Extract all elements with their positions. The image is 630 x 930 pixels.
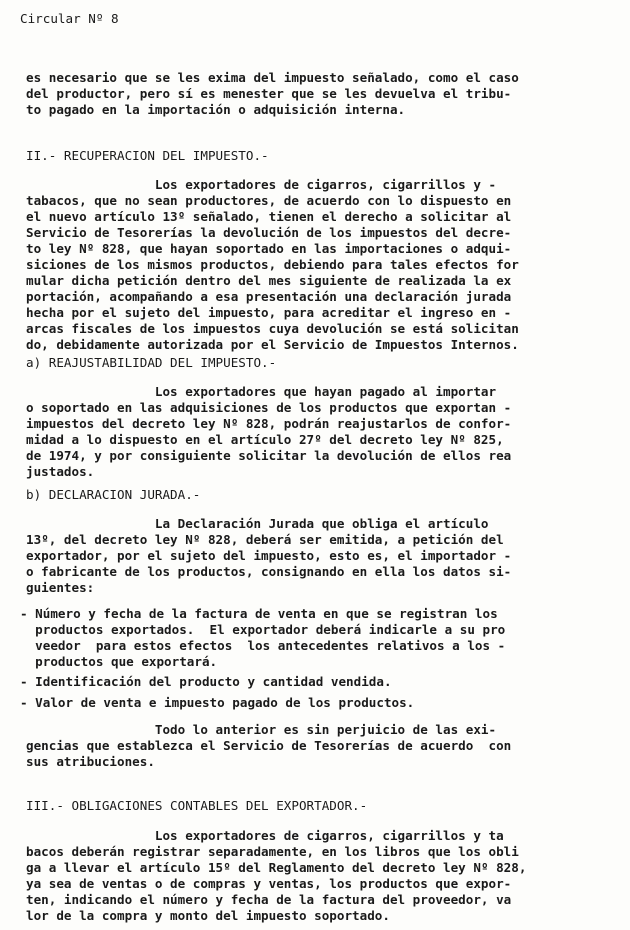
sub-b-line: exportador, por el sujeto del impuesto, esto es, el importador - bbox=[26, 548, 512, 563]
section-2-line: arcas fiscales de los impuestos cuya devolución se está solicitan bbox=[26, 321, 519, 336]
bullet-1-line: productos exportados. El exportador deberá indicarle a su pro bbox=[20, 622, 506, 637]
bullet-2: - Identificación del producto y cantidad vendida. bbox=[20, 674, 392, 689]
section-2-heading: II.- RECUPERACION DEL IMPUESTO.- bbox=[26, 148, 269, 163]
closing-line: sus atribuciones. bbox=[26, 754, 155, 769]
section-2-line: portación, acompañando a esa presentación una declaración jurada bbox=[26, 289, 512, 304]
section-2-line: to ley Nº 828, que hayan soportado en las importaciones o adqui- bbox=[26, 241, 512, 256]
bullet-1-line: productos que exportará. bbox=[20, 654, 218, 669]
sub-b-line: 13º, del decreto ley Nº 828, deberá ser emitida, a petición del bbox=[26, 532, 504, 547]
sub-b-line: La Declaración Jurada que obliga el artículo bbox=[26, 516, 489, 531]
section-2-line: Los exportadores de cigarros, cigarrillos y - bbox=[26, 177, 497, 192]
bullet-1-line: veedor para estos efectos los antecedentes relativos a los - bbox=[20, 638, 506, 653]
section-2-line: mular dicha petición dentro del mes siguiente de realizada la ex bbox=[26, 273, 512, 288]
sub-a-line: Los exportadores que hayan pagado al importar bbox=[26, 384, 497, 399]
section-3-line: bacos deberán registrar separadamente, en los libros que los obli bbox=[26, 844, 519, 859]
intro-line-2: del productor, pero sí es menester que se les devuelva el tribu- bbox=[26, 86, 512, 101]
sub-b-heading: b) DECLARACION JURADA.- bbox=[26, 487, 201, 502]
intro-line-3: to pagado en la importación o adquisición interna. bbox=[26, 102, 406, 117]
sub-a-line: o soportado en las adquisiciones de los productos que exportan - bbox=[26, 400, 512, 415]
section-2-line: tabacos, que no sean productores, de acuerdo con lo dispuesto en bbox=[26, 193, 512, 208]
sub-a-line: de 1974, y por consiguiente solicitar la devolución de ellos rea bbox=[26, 448, 512, 463]
sub-a-line: impuestos del decreto ley Nº 828, podrán reajustarlos de confor- bbox=[26, 416, 512, 431]
sub-b-line: guientes: bbox=[26, 580, 95, 595]
circular-number: Circular Nº 8 bbox=[20, 11, 119, 26]
sub-a-heading: a) REAJUSTABILIDAD DEL IMPUESTO.- bbox=[26, 355, 277, 370]
section-3-line: Los exportadores de cigarros, cigarrillos y ta bbox=[26, 828, 504, 843]
section-2-line: hecha por el sujeto del impuesto, para acreditar el ingreso en - bbox=[26, 305, 512, 320]
bullet-1-line: - Número y fecha de la factura de venta en que se registran los bbox=[20, 606, 498, 621]
section-3-line: ten, indicando el número y fecha de la factura del proveedor, va bbox=[26, 892, 512, 907]
section-3-line: ga a llevar el artículo 15º del Reglamento del decreto ley Nº 828, bbox=[26, 860, 527, 875]
sub-a-line: midad a lo dispuesto en el artículo 27º del decreto ley Nº 825, bbox=[26, 432, 504, 447]
section-3-heading: III.- OBLIGACIONES CONTABLES DEL EXPORTADOR.- bbox=[26, 798, 368, 813]
section-2-line: siciones de los mismos productos, debiendo para tales efectos for bbox=[26, 257, 519, 272]
intro-line-1: es necesario que se les exima del impuesto señalado, como el caso bbox=[26, 70, 519, 85]
sub-a-line: justados. bbox=[26, 464, 95, 479]
section-2-line: Servicio de Tesorerías la devolución de los impuestos del decre- bbox=[26, 225, 512, 240]
closing-line: gencias que establezca el Servicio de Tesorerías de acuerdo con bbox=[26, 738, 512, 753]
bullet-3: - Valor de venta e impuesto pagado de los productos. bbox=[20, 695, 415, 710]
section-3-line: lor de la compra y monto del impuesto soportado. bbox=[26, 908, 390, 923]
section-2-line: do, debidamente autorizada por el Servicio de Impuestos Internos. bbox=[26, 337, 519, 352]
section-3-line: ya sea de ventas o de compras y ventas, los productos que expor- bbox=[26, 876, 512, 891]
closing-line: Todo lo anterior es sin perjuicio de las exi- bbox=[26, 722, 497, 737]
sub-b-line: o fabricante de los productos, consignando en ella los datos si- bbox=[26, 564, 512, 579]
section-2-line: el nuevo artículo 13º señalado, tienen el derecho a solicitar al bbox=[26, 209, 512, 224]
